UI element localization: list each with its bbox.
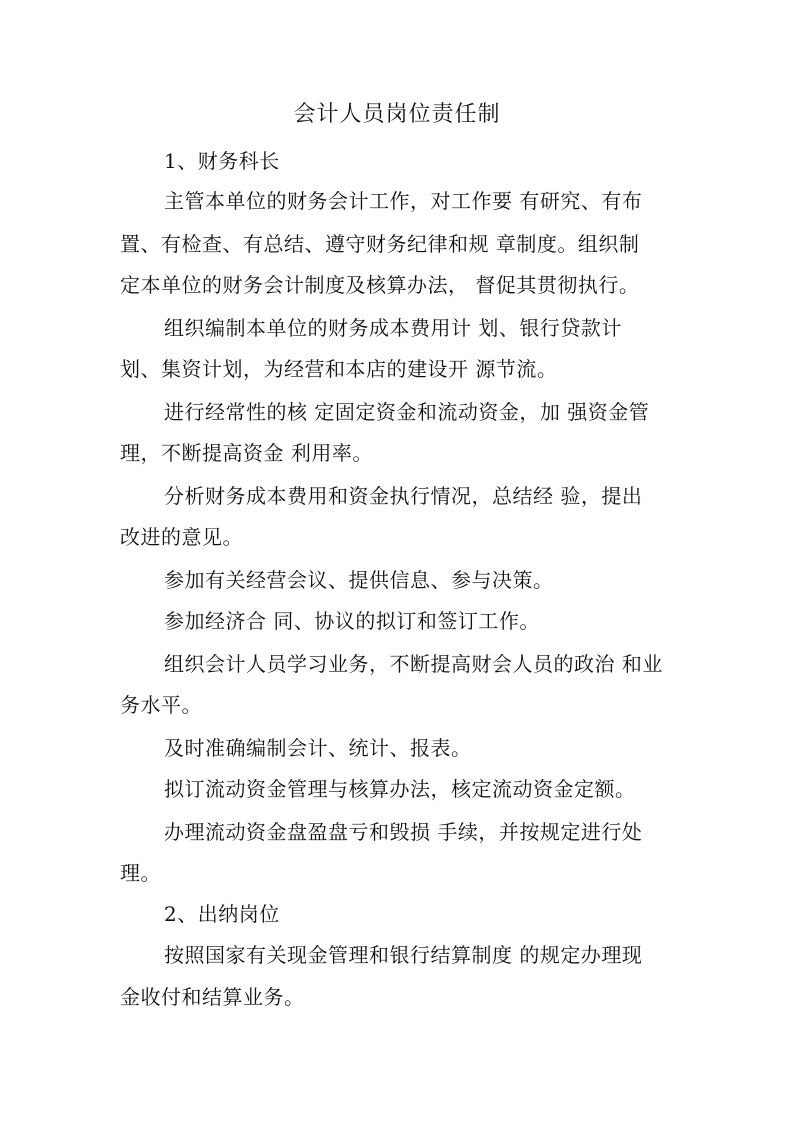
paragraph-line: 主管本单位的财务会计工作，对工作要 有研究、有布 (164, 189, 643, 213)
paragraph-line: 理，不断提高资金 利用率。 (120, 441, 373, 465)
paragraph-line: 参加有关经营会议、提供信息、参与决策。 (164, 568, 554, 592)
paragraph-line: 改进的意见。 (120, 525, 243, 549)
section-heading: 1、财务科长 (164, 149, 280, 173)
paragraph-line: 办理流动资金盘盈盘亏和毁损 手续，并按规定进行处 (164, 820, 643, 844)
document-title: 会计人员岗位责任制 (293, 102, 501, 127)
paragraph-line: 进行经常性的核 定固定资金和流动资金，加 强资金管 (164, 400, 650, 424)
paragraph-line: 置、有检查、有总结、遵守财务纪律和规 章制度。组织制 (120, 232, 640, 256)
paragraph-line: 定本单位的财务会计制度及核算办法， 督促其贯彻执行。 (120, 273, 640, 297)
paragraph-line: 务水平。 (120, 693, 202, 717)
paragraph-line: 组织会计人员学习业务，不断提高财会人员的政治 和业 (164, 652, 663, 676)
paragraph-line: 按照国家有关现金管理和银行结算制度 的规定办理现 (164, 943, 643, 967)
paragraph-line: 组织编制本单位的财务成本费用计 划、银行贷款计 (164, 316, 622, 340)
paragraph-line: 拟订流动资金管理与核算办法，核定流动资金定额。 (164, 777, 636, 801)
paragraph-line: 参加经济合 同、协议的拟订和签订工作。 (164, 609, 540, 633)
paragraph-line: 划、集资计划，为经营和本店的建设开 源节流。 (120, 357, 558, 381)
paragraph-line: 理。 (120, 861, 161, 885)
paragraph-line: 及时准确编制会计、统计、报表。 (164, 736, 472, 760)
section-heading: 2、出纳岗位 (164, 902, 280, 926)
paragraph-line: 分析财务成本费用和资金执行情况，总结经 验，提出 (164, 484, 643, 508)
paragraph-line: 金收付和结算业务。 (120, 985, 305, 1009)
